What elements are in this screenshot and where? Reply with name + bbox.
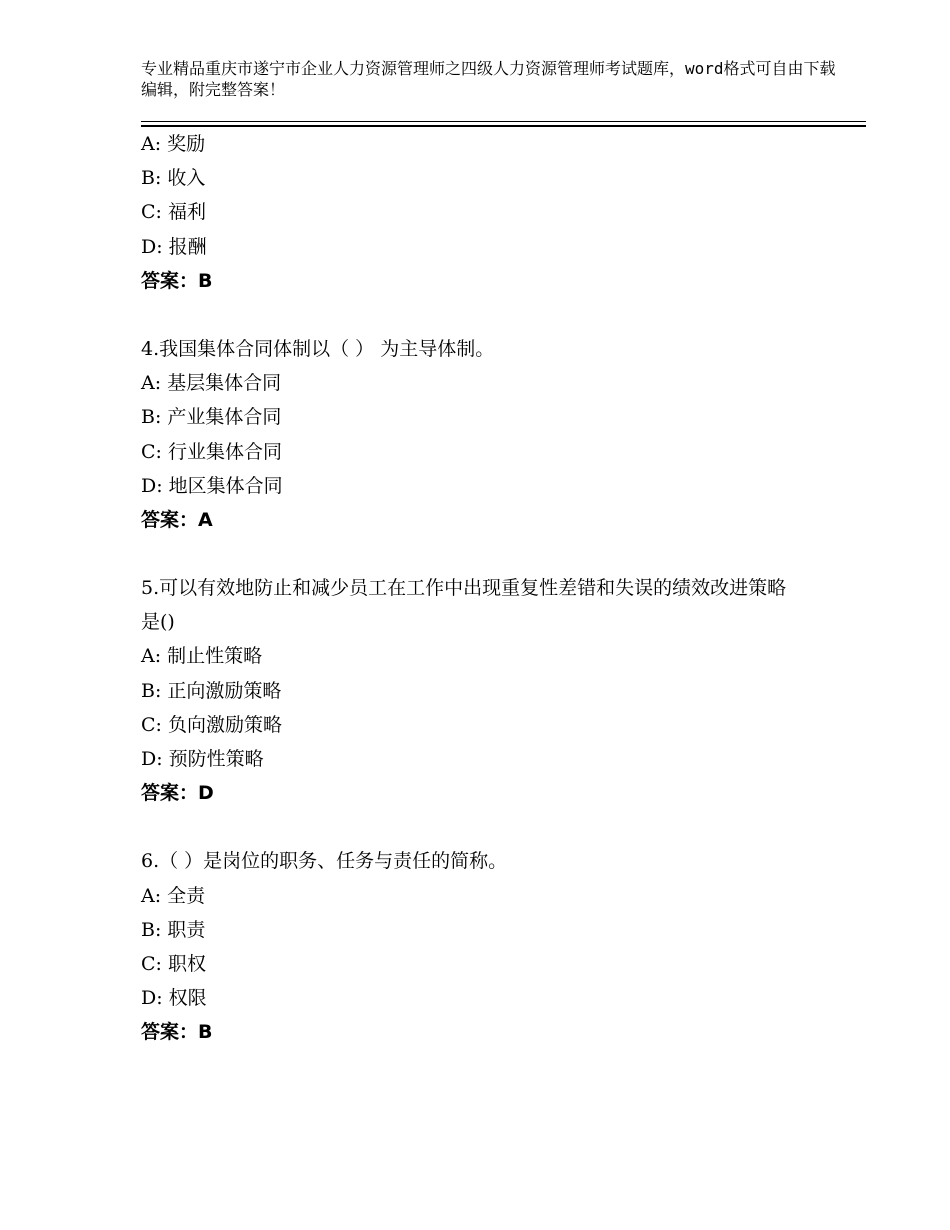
question-stem: 6.（ ）是岗位的职务、任务与责任的简称。 [141, 850, 508, 873]
question-6 [141, 844, 841, 1049]
option-d: D: 地区集体合同 [141, 474, 283, 497]
option-a: A: 制止性策略 [141, 645, 263, 668]
question-4 [141, 332, 841, 537]
option-a: A: 全责 [141, 884, 206, 907]
option-a: A: 基层集体合同 [141, 372, 282, 395]
option-b: B: 产业集体合同 [141, 406, 282, 429]
question-stem: 5.可以有效地防止和减少员工在工作中出现重复性差错和失误的绩效改进策略是() [141, 577, 787, 634]
document-body [141, 127, 841, 1050]
option-d: D: 预防性策略 [141, 748, 264, 771]
option-c: C: 行业集体合同 [141, 440, 282, 463]
option-a: A: 奖励 [141, 133, 206, 155]
option-d: D: 报酬 [141, 235, 207, 258]
answer: 答案：D [141, 782, 214, 805]
option-b: B: 收入 [141, 167, 206, 190]
option-c: C: 福利 [141, 201, 206, 224]
question-stem: 4.我国集体合同体制以（ ） 为主导体制。 [141, 337, 495, 360]
option-c: C: 职权 [141, 953, 206, 975]
answer: 答案：B [141, 269, 213, 292]
answer: 答案：A [141, 508, 213, 531]
option-b: B: 正向激励策略 [141, 679, 282, 702]
header-rule [141, 121, 866, 122]
option-d: D: 权限 [141, 987, 207, 1010]
option-c: C: 负向激励策略 [141, 713, 282, 736]
option-b: B: 职责 [141, 918, 206, 941]
question-fragment [141, 127, 841, 298]
document-header: 专业精品重庆市遂宁市企业人力资源管理师之四级人力资源管理师考试题库，word格式可自由下载编辑，附完整答案！ [141, 59, 836, 99]
answer: 答案：B [141, 1021, 213, 1044]
question-5 [141, 571, 841, 810]
